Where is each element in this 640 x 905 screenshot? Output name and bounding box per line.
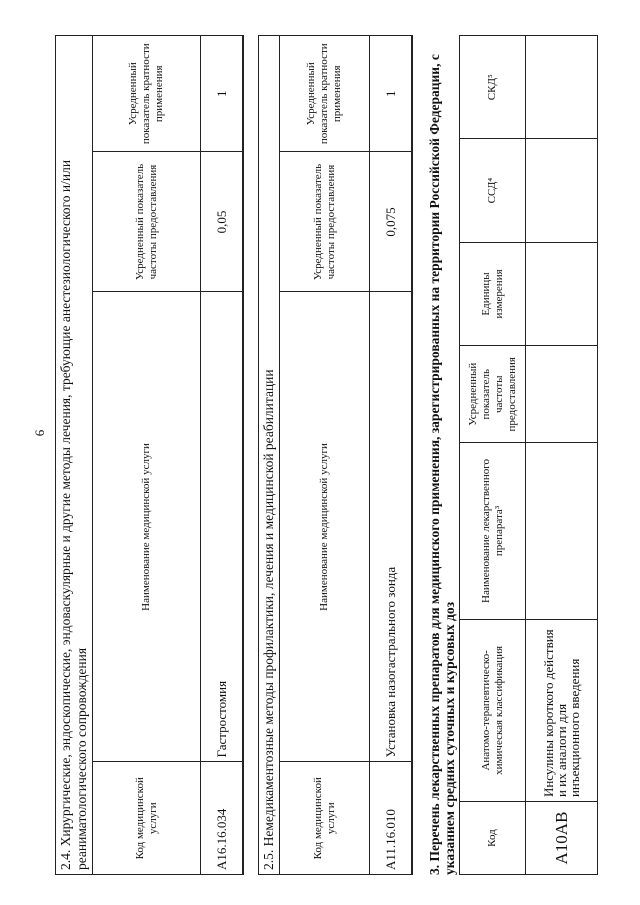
cell-name: Гастростомия [201,292,243,762]
section-2-4-heading: 2.4. Хирургические, эндоскопические, эндоваскулярные и другие методы лечения, требующие анестезиологического и/или реаниматологического сопровождения [58,159,89,870]
header-ssd: ССД⁴ [460,139,526,242]
header-mult: Усредненный показатель кратности применения [93,36,201,152]
header-mult: Усредненный показатель кратности применения [280,36,370,152]
section-2-5 [258,35,413,875]
cell-drug [526,443,598,619]
section-3-table [459,35,598,875]
section-3 [427,35,598,875]
header-freq: Усредненный показатель частоты предоставления [280,152,370,292]
table-header-row [93,36,201,874]
cell-mult: 1 [370,36,412,152]
section-3-heading: 3. Перечень лекарственных препаратов для медицинского применения, зарегистрированных на территории Российской Федерации, с указанием средних суточных и курсовых доз [427,54,457,875]
header-skd: СКД⁵ [460,36,526,139]
document-body [55,35,582,875]
header-name: Наименование медицинской услуги [93,292,201,762]
header-unit: Единицы измерения [460,242,526,345]
table-header-row [460,36,526,875]
header-name: Наименование медицинской услуги [280,292,370,762]
table-row [526,36,598,875]
section-2-5-heading: 2.5. Немедикаментозные методы профилактики, лечения и медицинской реабилитации [261,369,276,870]
cell-ssd [526,139,598,242]
table-row [201,36,243,874]
section-2-4 [55,35,244,875]
header-drug: Наименование лекарственного препарата³ [460,443,526,619]
cell-atc: Инсулины короткого действия и их аналоги для инъекционного введения [526,619,598,801]
section-2-4-table [92,36,243,874]
cell-name: Установка назогастрального зонда [370,292,412,762]
header-code: Код [460,802,526,875]
header-code: Код медицинской услуги [93,762,201,874]
header-code: Код медицинской услуги [280,762,370,874]
cell-mult: 1 [201,36,243,152]
page-number: 6 [32,429,47,437]
cell-code: A11.16.010 [370,762,412,874]
section-2-5-table [279,36,412,874]
table-row [370,36,412,874]
cell-unit [526,242,598,345]
cell-freq: 0,075 [370,152,412,292]
cell-freq: 0,05 [201,152,243,292]
header-freq: Усредненный показатель частоты предоставления [460,346,526,443]
cell-skd [526,36,598,139]
header-freq: Усредненный показатель частоты предоставления [93,152,201,292]
cell-code: A16.16.034 [201,762,243,874]
header-atc: Анатомо-терапевтическо-химическая классификация [460,619,526,801]
cell-code: A10AB [526,802,598,875]
table-header-row [280,36,370,874]
cell-freq [526,346,598,443]
